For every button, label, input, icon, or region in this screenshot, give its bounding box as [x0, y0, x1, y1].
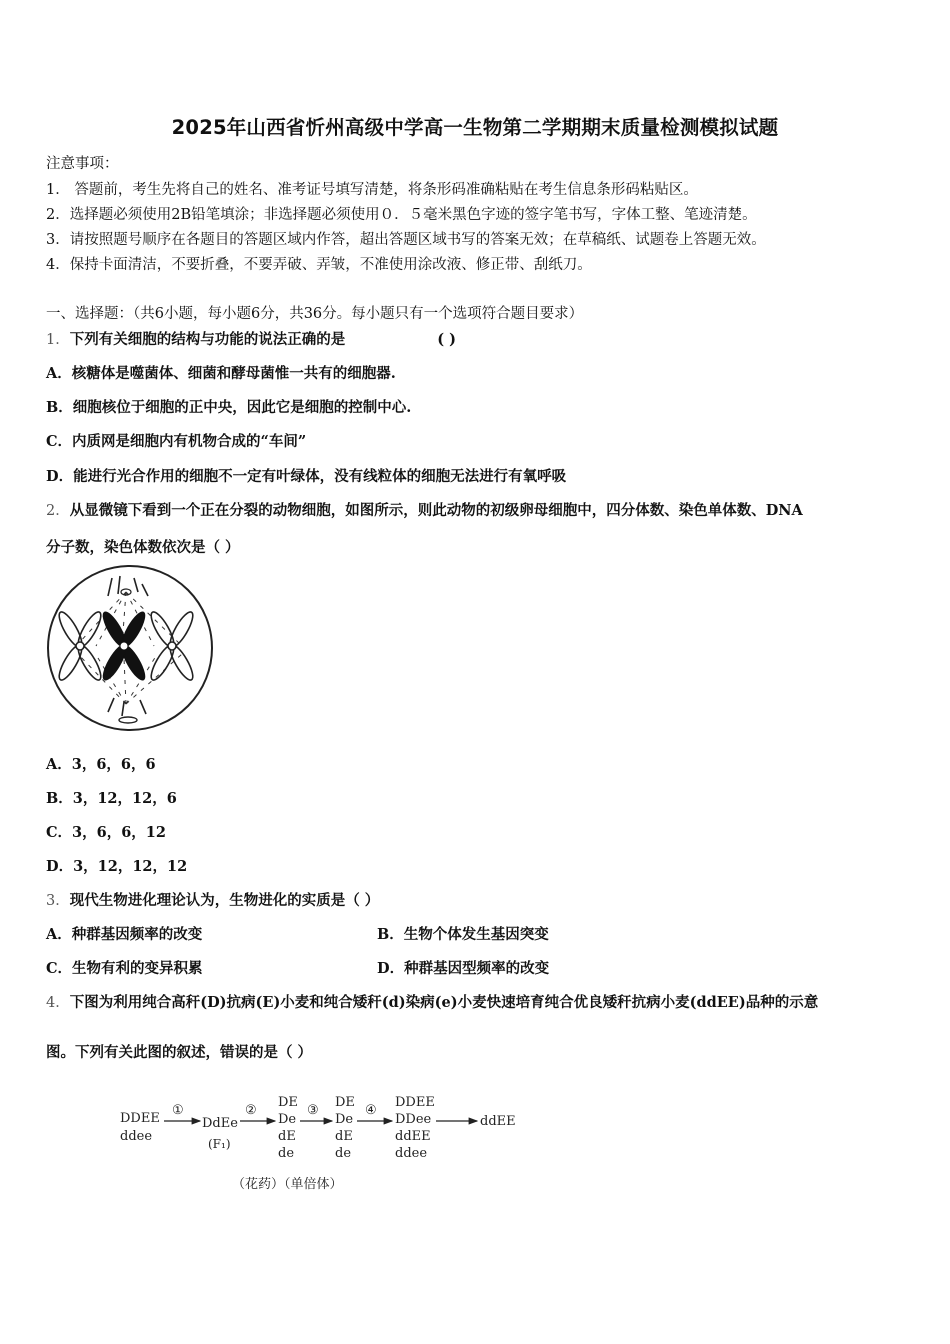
doubled-genotype: DDee: [395, 1112, 432, 1127]
cell-division-figure: [44, 562, 216, 734]
question-text: 下列有关细胞的结构与功能的说法正确的是: [69, 331, 346, 348]
section-heading: 一、选择题：（共6小题，每小题6分，共36分。每小题只有一个选项符合题目要求）: [46, 306, 584, 322]
doubled-genotype: DDEE: [395, 1095, 435, 1110]
f1-genotype: DdEe: [202, 1116, 238, 1131]
step-number: ③: [307, 1103, 319, 1118]
option-a: A．3，6，6，6: [46, 756, 156, 773]
question-1-stem: [46, 328, 456, 349]
step-number: ②: [245, 1103, 257, 1118]
gamete-genotype: de: [278, 1146, 295, 1161]
gamete-genotype: De: [278, 1112, 297, 1127]
option-d: D．3，12，12，12: [46, 858, 188, 875]
notice-heading: 注意事项：: [46, 156, 119, 172]
doubled-genotype: ddee: [395, 1146, 428, 1161]
option-a: A．种群基因频率的改变: [46, 926, 203, 943]
haploid-genotype: DE: [335, 1095, 355, 1110]
parent-genotype: DDEE: [120, 1111, 160, 1126]
gamete-genotype: dE: [278, 1129, 296, 1144]
option-d: D．种群基因型频率的改变: [377, 960, 550, 977]
option-c: C．生物有利的变异积累: [46, 960, 203, 977]
diagram-caption: （花药）（单倍体）: [232, 1177, 343, 1192]
question-number: 1．: [46, 332, 70, 348]
option-b: B．生物个体发生基因突变: [377, 926, 549, 943]
notice-item: 1． 答题前，考生先将自己的姓名、准考证号填写清楚，将条形码准确粘贴在考生信息条形码粘贴区。: [46, 182, 698, 198]
option-a: A．核糖体是噬菌体、细菌和酵母菌惟一共有的细胞器.: [46, 365, 396, 382]
breeding-diagram: [110, 1090, 530, 1200]
question-4-stem-line2: 图。下列有关此图的叙述，错误的是（ ）: [46, 1044, 313, 1061]
question-3-stem: [46, 889, 379, 910]
question-2-stem-line2: 分子数，染色体数依次是（ ）: [46, 539, 240, 556]
question-text: 下图为利用纯合高秆(D)抗病(E)小麦和纯合矮秆(d)染病(e)小麦快速培育纯合优良矮秆抗病小麦(ddEE)品种的示意: [69, 994, 819, 1011]
notice-item: 3．请按照题号顺序在各题目的答题区域内作答，超出答题区域书写的答案无效；在草稿纸、试题卷上答题无效。: [46, 232, 766, 248]
doubled-genotype: ddEE: [395, 1129, 431, 1144]
question-number: 4．: [46, 995, 70, 1011]
option-b: B．3，12，12，6: [46, 790, 177, 807]
step-number: ①: [172, 1103, 184, 1118]
notice-item: 2．选择题必须使用2B铅笔填涂；非选择题必须使用０．５毫米黑色字迹的签字笔书写，字体工整、笔迹清楚。: [46, 207, 757, 223]
question-4-stem: [46, 991, 818, 1012]
option-c: C．内质网是细胞内有机物合成的“车间”: [46, 433, 307, 450]
page-title: 2025年山西省忻州高级中学高一生物第二学期期末质量检测模拟试题: [171, 116, 779, 139]
option-c: C．3，6，6，12: [46, 824, 166, 841]
question-text: 从显微镜下看到一个正在分裂的动物细胞，如图所示，则此动物的初级卵母细胞中，四分体数、染色单体数、DNA: [69, 502, 803, 519]
f1-label: (F₁): [208, 1137, 231, 1151]
question-2-stem: [46, 499, 803, 520]
answer-paren: ( ): [437, 331, 457, 348]
gamete-genotype: DE: [278, 1095, 298, 1110]
parent-genotype: ddee: [120, 1129, 153, 1144]
option-b: B．细胞核位于细胞的正中央，因此它是细胞的控制中心.: [46, 399, 412, 416]
step-number: ④: [365, 1103, 377, 1118]
notice-item: 4．保持卡面清洁，不要折叠，不要弄破、弄皱，不准使用涂改液、修正带、刮纸刀。: [46, 257, 592, 273]
haploid-genotype: dE: [335, 1129, 353, 1144]
question-number: 3．: [46, 893, 70, 909]
question-text: 现代生物进化理论认为，生物进化的实质是（ ）: [69, 892, 380, 909]
question-number: 2．: [46, 503, 70, 519]
haploid-genotype: de: [335, 1146, 352, 1161]
option-d: D．能进行光合作用的细胞不一定有叶绿体，没有线粒体的细胞无法进行有氧呼吸: [46, 468, 567, 485]
haploid-genotype: De: [335, 1112, 354, 1127]
result-genotype: ddEE: [480, 1114, 516, 1129]
